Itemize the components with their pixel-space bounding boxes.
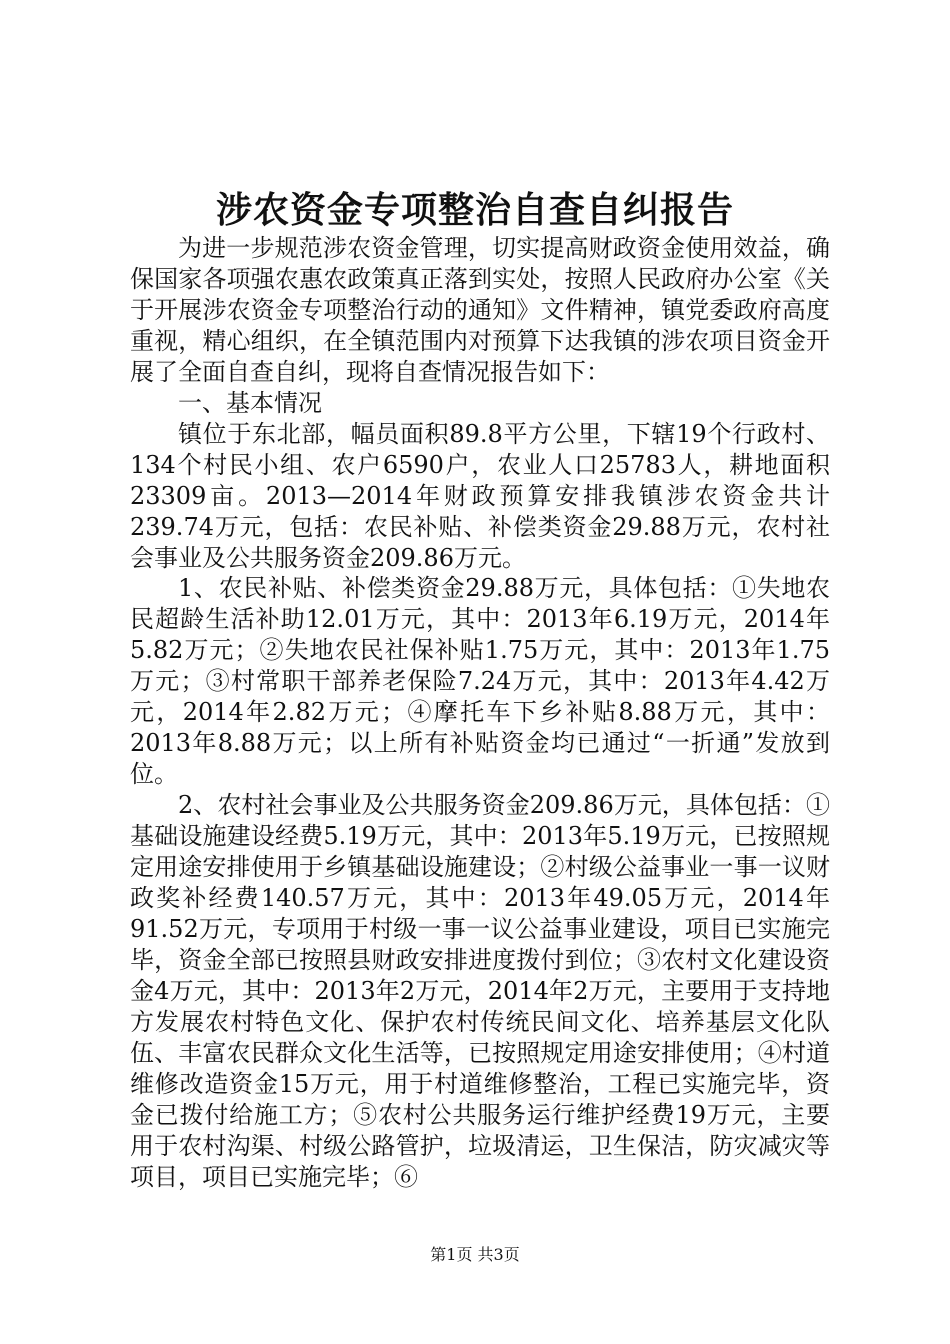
farmer-subsidy-paragraph: 1、农民补贴、补偿类资金29.88万元，具体包括：①失地农民超龄生活补助12.01万元，其中：2013年6.19万元，2014年5.82万元；②失地农民社保补贴1.75万元，其中：2013年1.75万元；③村常职干部养老保险7.24万元，其中：2013年4.42万元，2014年2.82万元；④摩托车下乡补贴8.88万元，其中：2013年8.88万元；以上所有补贴资金均已通过“一折通”发放到位。 xyxy=(130,574,830,789)
document-body xyxy=(130,233,830,1193)
public-service-funds-paragraph: 2、农村社会事业及公共服务资金209.86万元，具体包括：①基础设施建设经费5.19万元，其中：2013年5.19万元，已按照规定用途安排使用于乡镇基础设施建设；②村级公益事业一事一议财政奖补经费140.57万元，其中：2013年49.05万元，2014年91.52万元，专项用于村级一事一议公益事业建设，项目已实施完毕，资金全部已按照县财政安排进度拨付到位；③农村文化建设资金4万元，其中：2013年2万元，2014年2万元，主要用于支持地方发展农村特色文化、保护农村传统民间文化、培养基层文化队伍、丰富农民群众文化生活等，已按照规定用途安排使用；④村道维修改造资金15万元，用于村道维修整治，工程已实施完毕，资金已拨付给施工方；⑤农村公共服务运行维护经费19万元，主要用于农村沟渠、村级公路管护，垃圾清运，卫生保洁，防灾减灾等项目，项目已实施完毕；⑥ xyxy=(130,791,830,1191)
intro-paragraph: 为进一步规范涉农资金管理，切实提高财政资金使用效益，确保国家各项强农惠农政策真正落到实处，按照人民政府办公室《关于开展涉农资金专项整治行动的通知》文件精神，镇党委政府高度重视，精心组织，在全镇范围内对预算下达我镇的涉农项目资金开展了全面自查自纠，现将自查情况报告如下： xyxy=(130,234,830,386)
document-title: 涉农资金专项整治自查自纠报告 xyxy=(215,189,734,231)
page-footer: 第1页 共3页 xyxy=(430,1245,520,1264)
section-heading-basic-situation: 一、基本情况 xyxy=(178,388,322,417)
town-overview-paragraph: 镇位于东北部，幅员面积89.8平方公里，下辖19个行政村、134个村民小组、农户6590户，农业人口25783人，耕地面积23309亩。2013—2014年财政预算安排我镇涉农资金共计239.74万元，包括：农民补贴、补偿类资金29.88万元，农村社会事业及公共服务资金209.86万元。 xyxy=(130,419,830,572)
